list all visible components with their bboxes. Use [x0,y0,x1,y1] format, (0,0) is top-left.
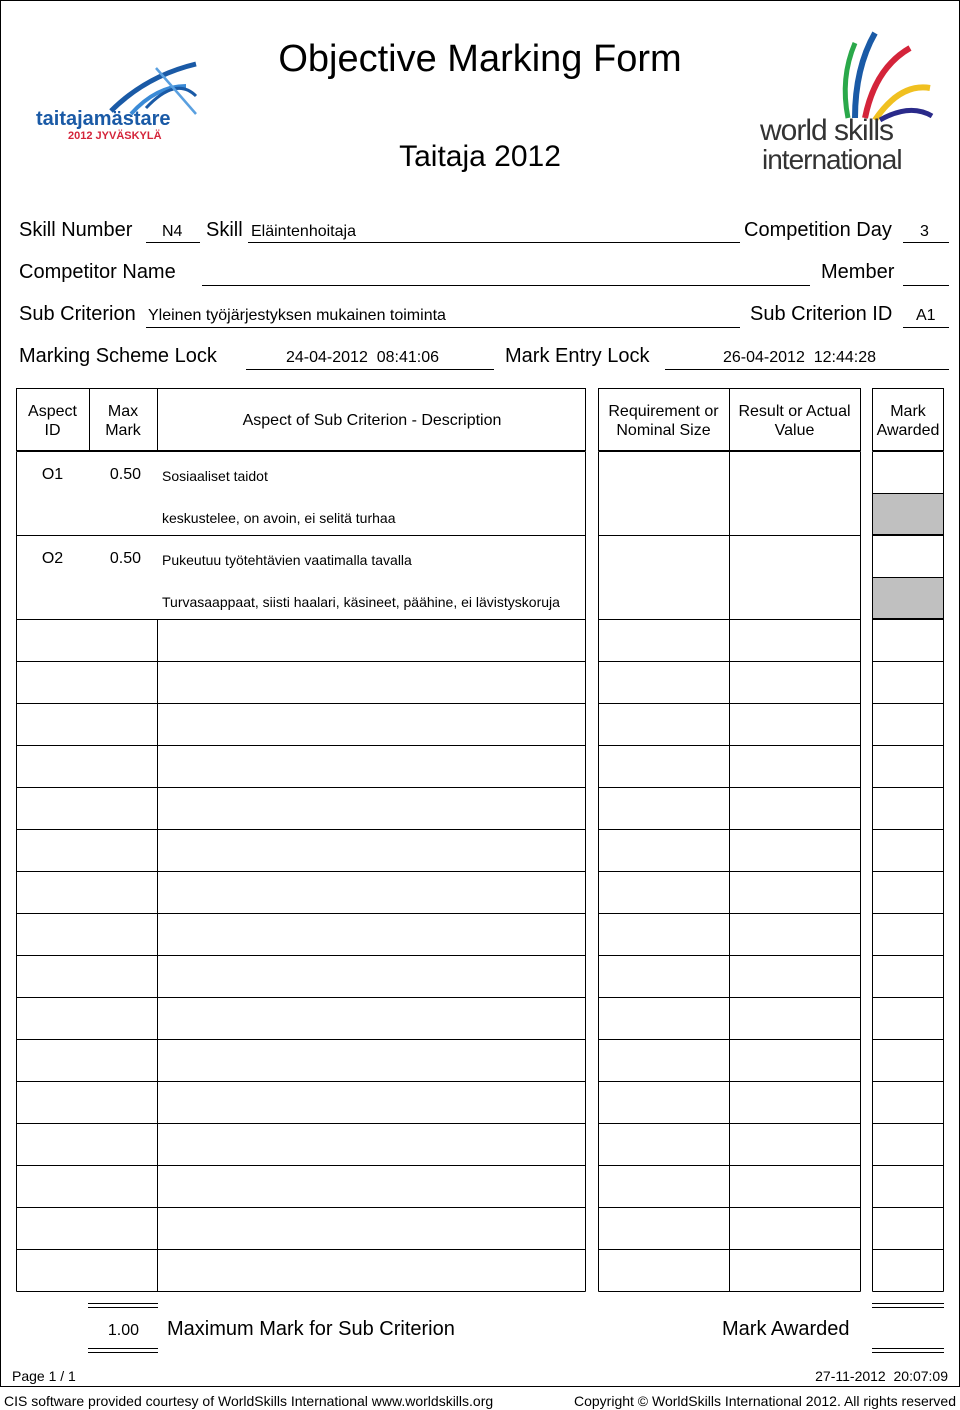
marking-scheme-lock-value: 24-04-2012 08:41:06 [286,349,440,366]
col-aspect-id-line2: ID [44,422,61,439]
col-requirement-line2: Nominal Size [616,422,711,439]
competition-day-label: Competition Day [744,219,892,241]
sub-criterion-id-value[interactable]: A1 [916,307,936,324]
form-title: Objective Marking Form [278,38,682,80]
col-result-line2: Value [774,422,815,439]
sub-criterion-id-label: Sub Criterion ID [750,303,893,325]
sub-criterion-value[interactable]: Yleinen työjärjestyksen mukainen toiminta [148,307,446,324]
max-total-label: Maximum Mark for Sub Criterion [167,1318,455,1340]
competition-day-value[interactable]: 3 [920,223,929,240]
aspect-title-o1: Sosiaaliset taidot [162,468,268,484]
mark-awarded-cell-o1[interactable] [872,493,944,535]
aspect-max-mark-o1: 0.50 [109,466,141,483]
form-subtitle: Taitaja 2012 [399,140,561,173]
col-requirement-line1: Requirement or [608,403,719,420]
taitaja-logo-text: taitajamästare [36,108,171,130]
aspect-id-o2: O2 [41,550,64,567]
awarded-total-rule-bottom [872,1348,944,1353]
aspect-detail-o2: Turvasaappaat, siisti haalari, käsineet, päähine, ei lävistyskoruja [162,594,560,610]
col-mark-awarded-header [872,402,944,440]
skill-label: Skill [206,219,243,241]
member-label: Member [821,261,895,283]
mark-awarded-total-label: Mark Awarded [722,1318,850,1340]
col-result-header [729,402,860,440]
skill-number-label: Skill Number [19,219,133,241]
mark-entry-lock-value: 26-04-2012 12:44:28 [723,349,877,366]
competitor-name-label: Competitor Name [19,261,176,283]
col-aspect-id-line1: Aspect [28,403,77,420]
sub-criterion-label: Sub Criterion [19,303,136,325]
col-max-mark-header [89,402,157,440]
print-timestamp: 27-11-2012 20:07:09 [815,1368,948,1384]
aspect-id-o1: O1 [41,466,64,483]
worldskills-logo-line2: international [762,144,902,175]
aspect-max-mark-o2: 0.50 [109,550,141,567]
aspect-title-o2: Pukeutuu työtehtävien vaatimalla tavalla [162,552,412,568]
awarded-total-rule-top [872,1303,944,1308]
col-max-mark-line2: Mark [105,422,141,439]
max-total-rule-bottom [88,1348,158,1353]
skill-value[interactable]: Eläintenhoitaja [251,223,356,240]
col-mark-awarded-line2: Awarded [876,422,940,439]
col-requirement-header [598,402,729,440]
mark-awarded-cell-o2[interactable] [872,577,944,619]
copyright-text: Copyright © WorldSkills International 2012. All rights reserved [573,1393,956,1409]
mark-entry-lock-label: Mark Entry Lock [505,345,650,367]
aspect-detail-o1: keskustelee, on avoin, ei selitä turhaa [162,510,396,526]
worldskills-logo-line1: world skills [760,114,894,147]
col-mark-awarded-line1: Mark [890,403,926,420]
skill-number-value[interactable]: N4 [162,223,183,240]
max-total-rule-top [88,1303,158,1308]
courtesy-text: CIS software provided courtesy of WorldSkills International www.worldskills.org [4,1393,494,1409]
col-description-header: Aspect of Sub Criterion - Description [242,412,502,429]
col-result-line1: Result or Actual [738,403,851,420]
marking-scheme-lock-label: Marking Scheme Lock [19,345,217,367]
col-max-mark-line1: Max [107,403,139,420]
taitaja-logo-subtext: 2012 JYVÄSKYLÄ [68,130,162,142]
col-aspect-id-header [16,402,89,440]
max-total-value: 1.00 [107,1322,139,1339]
page-number: Page 1 / 1 [12,1368,76,1384]
